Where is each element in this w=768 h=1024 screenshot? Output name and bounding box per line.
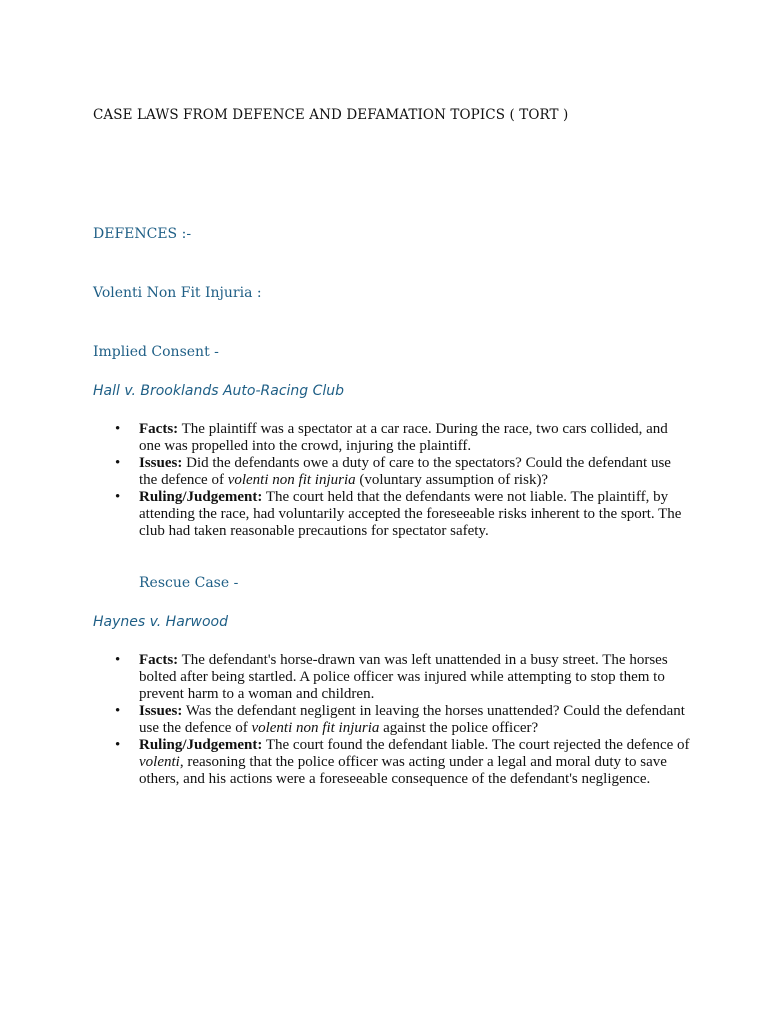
ruling-text: The court held that the defendants were not liable. The plaintiff, by attending the race, had voluntarily accepted the foreseeable risks inherent to the sport. The club had taken reasonable precautions for spectator safety. [139,489,682,539]
issues-label: Issues: [139,455,183,471]
issues-text: Did the defendants owe a duty of care to the spectators? Could the defendant use the defence of [139,455,671,488]
issues-italic: volenti non fit injuria [227,472,356,488]
heading-volenti: Volenti Non Fit Injuria : [93,285,262,301]
bullet-icon: • [115,737,121,753]
case-title-haynes: Haynes v. Harwood [93,614,228,630]
list-item-issues [93,455,693,489]
ruling-label: Ruling/Judgement: [139,489,263,505]
case-title-hall: Hall v. Brooklands Auto-Racing Club [93,383,345,399]
issues-text-end: (voluntary assumption of risk)? [355,472,549,488]
bullet-icon: • [115,421,121,437]
bullet-icon: • [115,489,121,505]
issues-text-end: against the police officer? [379,720,539,736]
list-item-facts [93,421,693,455]
heading-rescue-case: Rescue Case - [139,575,239,591]
heading-defences: DEFENCES :- [93,226,192,242]
facts-label: Facts: [139,421,179,437]
bullet-icon: • [115,455,121,471]
facts-label: Facts: [139,652,179,668]
case-details-hall [93,421,693,540]
bullet-icon: • [115,703,121,719]
ruling-label: Ruling/Judgement: [139,737,263,753]
list-item-ruling [93,737,693,788]
list-item-facts [93,652,693,703]
list-item-issues [93,703,693,737]
facts-text: The plaintiff was a spectator at a car race. During the race, two cars collided, and one was propelled into the crowd, injuring the plaintiff. [139,421,668,454]
heading-implied-consent: Implied Consent - [93,344,219,360]
page-title: CASE LAWS FROM DEFENCE AND DEFAMATION TOPICS ( TORT ) [93,107,569,123]
facts-text: The defendant's horse-drawn van was left unattended in a busy street. The horses bolted after being startled. A police officer was injured while attempting to stop them to prevent harm to a woman and children. [139,652,668,702]
ruling-text-end: , reasoning that the police officer was acting under a legal and moral duty to save others, and his actions were a foreseeable consequence of the defendant's negligence. [139,754,667,787]
ruling-italic: volenti [139,754,180,770]
list-item-ruling [93,489,693,540]
case-details-haynes [93,652,693,788]
bullet-icon: • [115,652,121,668]
ruling-text: The court found the defendant liable. The court rejected the defence of [262,737,690,753]
issues-text: Was the defendant negligent in leaving the horses unattended? Could the defendant use the defence of [139,703,685,736]
issues-label: Issues: [139,703,183,719]
issues-italic: volenti non fit injuria [251,720,380,736]
